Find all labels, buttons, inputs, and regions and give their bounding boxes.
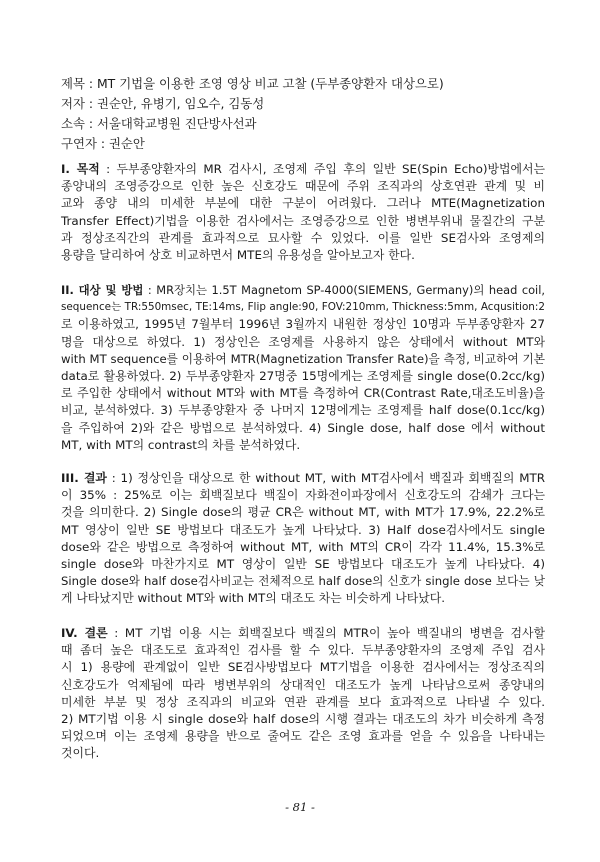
text-line: 로 주입한 상태에서 without MT와 with MT를 측정하여 CR(Contrast Rate,대조도비율)을 <box>61 386 545 401</box>
text-line: 신호강도가 억제됨에 따라 병변부위의 상대적인 대조도가 높게 나타남으로써 종양내의 <box>61 677 545 692</box>
section-label: I. 목적 <box>61 162 100 176</box>
text-line: 이 35% : 25%로 이는 회백질보다 백질이 자화전이파장에서 신호강도의 감쇄가 크다는 <box>61 488 545 503</box>
text-line: Transfer Effect)기법을 이용한 검사에서는 조영증강으로 인한 병변부위내 물질간의 구분 <box>61 213 545 228</box>
section-purpose: I. 목적 : 두부종양환자의 MR 검사시, 조영제 주입 후의 일반 SE(Spin Echo)방법에서는 종양내의 조영증강으로 인한 높은 신호강도 때문에 주위 조직과의 상호연관 관계 및 비 교와 종양 내의 미세한 부분에 대한 구분이 어려웠다. 그러나 MTE(Magnetization Transfer Effect)기법을 이용한 검사에서는 조영증강으로 인한 병변부위내 물질간의 구분 과 정상조직간의 관계를 효과적으로 묘사할 수 있었다. 이를 일반 SE검사와 조영제의 용량을 달리하여 상호 비교하면서 MTE의 유용성을 알아보고자 한다. <box>61 161 545 264</box>
text-line: 되었으며 이는 조영제 용량을 반으로 줄여도 같은 조영 효과를 얻을 수 있음을 나타내는 <box>61 729 545 744</box>
section-label: II. 대상 및 방법 <box>61 283 144 297</box>
text-line: 것이다. <box>61 746 100 761</box>
section-conclusion: IV. 결론 : MT 기법 이용 시는 회백질보다 백질의 MTR이 높아 백질내의 병변을 검사할 때 좀더 높은 대조도로 효과적인 검사를 할 수 있다. 두부종양환자의 조영제 주입 검사 시 1) 용량에 관계없이 일반 SE검사방법보다 MT기법을 이용한 검사에서는 정상조직의 신호강도가 억제됨에 따라 병변부위의 상대적인 대조도가 높게 나타남으로써 종양내의 미세한 부분 및 정상 조직과의 비교와 연관 관계를 보다 효과적으로 나타낼 수 있다. 2) MT기법 이용 시 single dose와 half dose의 시행 결과는 대조도의 차가 비슷하게 측정 되었으며 이는 조영제 용량을 반으로 줄여도 같은 조영 효과를 얻을 수 있음을 나타내는 것이다. <box>61 625 545 763</box>
page-number: - 81 - <box>285 800 315 814</box>
text-line: 때 좀더 높은 대조도로 효과적인 검사를 할 수 있다. 두부종양환자의 조영제 주입 검사 <box>61 643 545 658</box>
text-line: 용량을 달리하여 상호 비교하면서 MTE의 유용성을 알아보고자 한다. <box>61 248 415 263</box>
text-line: dose와 같은 방법으로 측정하여 without MT, with MT의 CR이 각각 11.4%, 15.3%로 <box>61 539 545 554</box>
text-line: 비교, 분석하였다. 3) 두부종양환자 중 나머지 12명에게는 조영제를 half dose(0.1cc/kg) <box>61 403 545 418</box>
text-line: 게 나타났지만 without MT와 with MT의 대조도 차는 비슷하게 나타났다. <box>61 591 445 606</box>
author-list: 저자 : 권순안, 유병기, 임오수, 김동성 <box>61 96 265 111</box>
text-line: 2) MT기법 이용 시 single dose와 half dose의 시행 결과는 대조도의 차가 비슷하게 측정 <box>61 712 545 727</box>
text-line: 로 이용하였고, 1995년 7월부터 1996년 3월까지 내원한 정상인 10명과 두부종양환자 27 <box>61 317 545 332</box>
section-results: III. 결과 : 1) 정상인을 대상으로 한 without MT, with MT검사에서 백질과 회백질의 MTR 이 35% : 25%로 이는 회백질보다 백질이 자화전이파장에서 신호강도의 감쇄가 크다는 것을 의미한다. 2) Single dose의 평균 CR은 without MT, with MT가 17.9%, 22.2%로 MT 영상이 일반 SE 방법보다 대조도가 높게 나타났다. 3) Half dose검사에서도 single dose와 같은 방법으로 측정하여 without MT, with MT의 CR이 각각 11.4%, 15.3%로 single dose와 마찬가지로 MT 영상이 일반 SE 방법보다 대조도가 높게 나타났다. 4) Single dose와 half dose검사비교는 전체적으로 half dose의 신호가 single dose 보다는 낮 게 나타났지만 without MT와 with MT의 대조도 차는 비슷하게 나타났다. <box>61 470 545 608</box>
text-line: Single dose와 half dose검사비교는 전체적으로 half dose의 신호가 single dose 보다는 낮 <box>61 574 545 589</box>
text-line: 미세한 부분 및 정상 조직과의 비교와 연관 관계를 보다 효과적으로 나타낼 수 있다. <box>61 694 545 709</box>
text-line: 을 주입하여 2)와 같은 방법으로 분석하였다. 4) Single dose, half dose 에서 without <box>61 420 545 435</box>
text-line: 시 1) 용량에 관계없이 일반 SE검사방법보다 MT기법을 이용한 검사에서는 정상조직의 <box>61 660 545 675</box>
text-line: with MT sequence를 이용하여 MTR(Magnetization Transfer Rate)을 측정, 비교하여 기본 <box>61 351 545 366</box>
presenter: 구연자 : 권순안 <box>61 136 145 151</box>
paper-title: 제목 : MT 기법을 이용한 조영 영상 비교 고찰 (두부종양환자 대상으로) <box>61 76 444 91</box>
text-line: sequence는 TR:550msec, TE:14ms, Flip angle:90, FOV:210mm, Thickness:5mm, Acqusition:2 <box>61 301 545 314</box>
text-line: single dose와 마찬가지로 MT 영상이 일반 SE 방법보다 대조도가 높게 나타났다. 4) <box>61 557 545 572</box>
affiliation: 소속 : 서울대학교병원 진단방사선과 <box>61 116 257 131</box>
section-methods: II. 대상 및 방법 : MR장치는 1.5T Magnetom SP-4000(SIEMENS, Germany)의 head coil, sequence는 TR:550msec, TE:14ms, Flip angle:90, FOV:210mm, Thickness:5mm, Acqusition:2 로 이용하였고, 1995년 7월부터 1996년 3월까지 내원한 정상인 10명과 두부종양환자 27 명을 대상으로 하였다. 1) 정상인은 조영제를 사용하지 않은 상태에서 without MT와 with MT sequence를 이용하여 MTR(Magnetization Transfer Rate)을 측정, 비교하여 기본 data로 활용하였다. 2) 두부종양환자 27명중 15명에게는 조영제를 single dose(0.2cc/kg) 로 주입한 상태에서 without MT와 with MT를 측정하여 CR(Contrast Rate,대조도비율)을 비교, 분석하였다. 3) 두부종양환자 중 나머지 12명에게는 조영제를 half dose(0.1cc/kg) 을 주입하여 2)와 같은 방법으로 분석하였다. 4) Single dose, half dose 에서 without MT, with MT의 contrast의 차를 분석하였다. <box>61 282 545 454</box>
text-line: 것을 의미한다. 2) Single dose의 평균 CR은 without MT, with MT가 17.9%, 22.2%로 <box>61 505 545 520</box>
text-line: MT, with MT의 contrast의 차를 분석하였다. <box>61 437 301 452</box>
text-line: 명을 대상으로 하였다. 1) 정상인은 조영제를 사용하지 않은 상태에서 without MT와 <box>61 334 545 349</box>
text-line: data로 활용하였다. 2) 두부종양환자 27명중 15명에게는 조영제를 single dose(0.2cc/kg) <box>61 369 545 384</box>
text-line: 종양내의 조영증강으로 인한 높은 신호강도 때문에 주위 조직과의 상호연관 관계 및 비 <box>61 179 545 194</box>
text-line: 과 정상조직간의 관계를 효과적으로 묘사할 수 있었다. 이를 일반 SE검사와 조영제의 <box>61 230 545 245</box>
section-label: IV. 결론 <box>61 626 108 640</box>
text-line: 교와 종양 내의 미세한 부분에 대한 구분이 어려웠다. 그러나 MTE(Magnetization <box>61 196 545 211</box>
section-label: III. 결과 <box>61 471 107 485</box>
text-line: MT 영상이 일반 SE 방법보다 대조도가 높게 나타났다. 3) Half dose검사에서도 single <box>61 522 545 537</box>
